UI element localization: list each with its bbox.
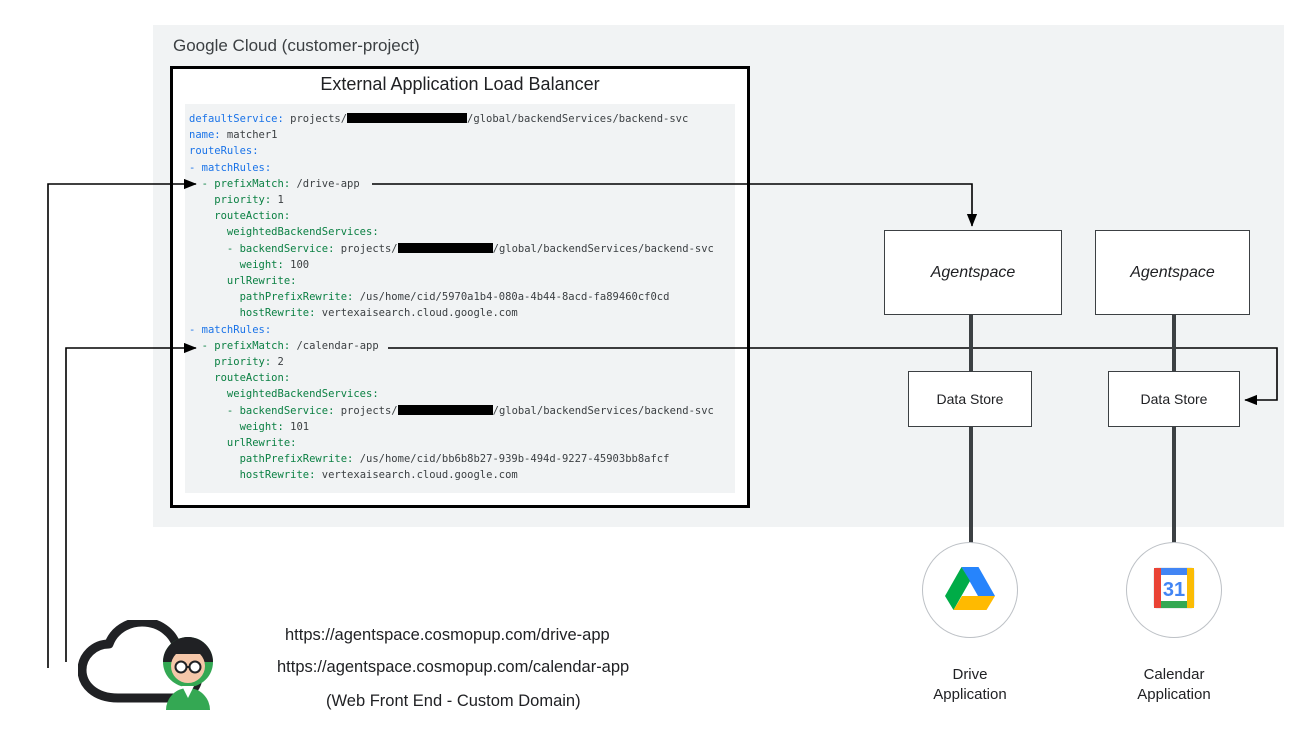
code-line: hostRewrite: vertexaisearch.cloud.google.com [189,307,518,320]
node-data-store-1: Data Store [908,371,1032,427]
calendar-app-circle [1126,542,1222,638]
url-caption: (Web Front End - Custom Domain) [326,692,581,710]
google-calendar-icon [1148,562,1200,619]
code-line: name: matcher1 [189,129,278,142]
cloud-user-icon [78,620,258,710]
redacted-project-id [398,405,493,415]
code-line: weight: 100 [189,258,310,271]
code-line: hostRewrite: vertexaisearch.cloud.google.com [189,469,518,482]
code-line: weightedBackendServices: [189,226,379,239]
drive-app-caption-line1: Drive [952,666,988,683]
calendar-app-caption [1094,665,1254,705]
code-line: routeAction: [189,210,291,223]
code-line: - prefixMatch: /calendar-app [189,339,379,352]
code-line: urlRewrite: [189,437,297,450]
code-line: routeAction: [189,372,291,385]
code-line: - prefixMatch: /drive-app [189,177,360,190]
code-line: - backendService: projects/ /global/backendServices/backend-svc [189,242,714,255]
redacted-project-id [347,113,467,123]
code-line: - backendService: projects/ /global/backendServices/backend-svc [189,404,714,417]
url-calendar-app: https://agentspace.cosmopup.com/calendar-app [277,658,630,676]
google-drive-icon [944,565,996,616]
code-line: weight: 101 [189,420,310,433]
node-agentspace-2: Agentspace [1095,230,1250,315]
load-balancer-title: External Application Load Balancer [320,74,600,94]
node-data-store-2: Data Store [1108,371,1240,427]
code-line: weightedBackendServices: [189,388,379,401]
code-line: - matchRules: [189,161,272,174]
code-line: - matchRules: [189,323,272,336]
google-cloud-panel-label: Google Cloud (customer-project) [173,36,420,55]
calendar-app-caption-line1: Calendar [1143,666,1205,683]
url-map-yaml-code [185,104,735,493]
url-drive-app: https://agentspace.cosmopup.com/drive-app [285,626,610,644]
calendar-app-caption-line2: Application [1137,686,1211,703]
code-line: priority: 1 [189,194,284,207]
code-line: urlRewrite: [189,275,297,288]
svg-text:31: 31 [1162,578,1186,601]
code-line: routeRules: [189,145,259,158]
drive-app-caption [890,665,1050,705]
code-line: pathPrefixRewrite: /us/home/cid/bb6b8b27-939b-494d-9227-45903bb8afcf [189,453,670,466]
code-line: pathPrefixRewrite: /us/home/cid/5970a1b4-080a-4b44-8acd-fa89460cf0cd [189,291,670,304]
node-agentspace-1: Agentspace [884,230,1062,315]
redacted-project-id [398,243,493,253]
drive-app-circle [922,542,1018,638]
drive-app-caption-line2: Application [933,686,1007,703]
code-line: priority: 2 [189,356,284,369]
code-line: defaultService: projects/ /global/backendServices/backend-svc [189,113,689,125]
